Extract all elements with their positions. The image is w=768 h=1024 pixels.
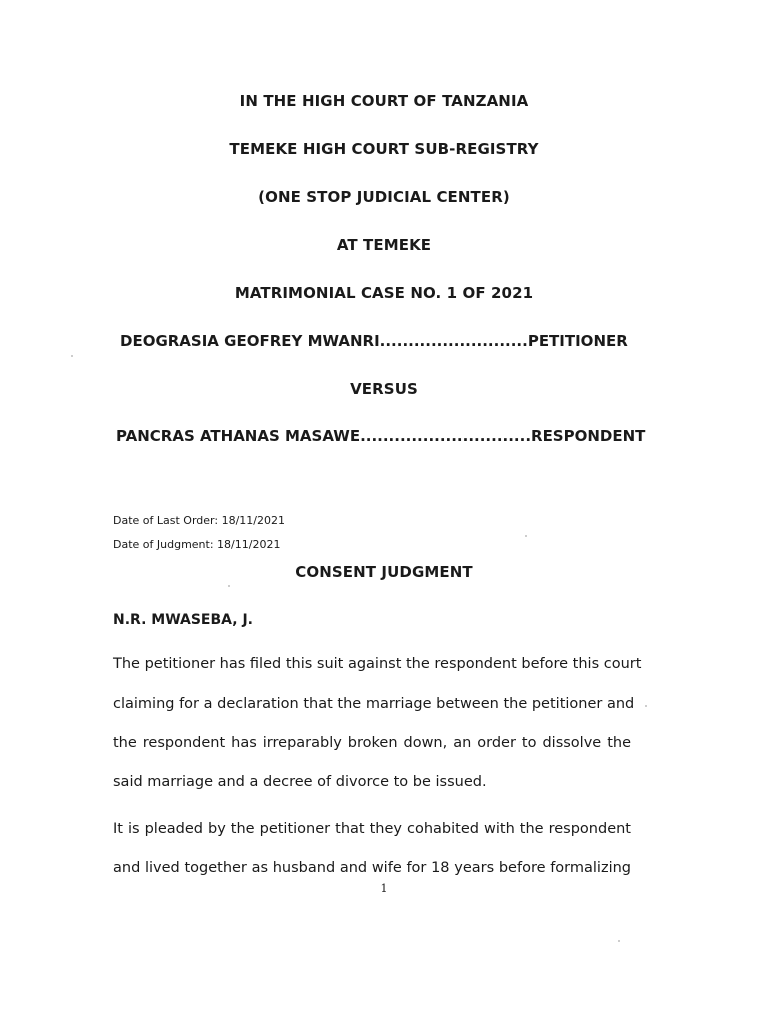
respondent-line: PANCRAS ATHANAS MASAWE..............................RESPONDENT	[116, 427, 646, 445]
paragraph-line: claiming for a declaration that the marriage between the petitioner and	[113, 696, 635, 712]
page-number: 1	[380, 882, 388, 895]
paragraph-line: It is pleaded by the petitioner that they cohabited with the respondent	[113, 821, 631, 837]
judge-name: N.R. MWASEBA, J.	[113, 612, 253, 628]
versus-label: VERSUS	[350, 380, 418, 398]
judgment-title: CONSENT JUDGMENT	[295, 563, 473, 581]
scan-speck	[618, 940, 620, 942]
location-heading: AT TEMEKE	[336, 236, 432, 254]
date-of-judgment: Date of Judgment: 18/11/2021	[113, 538, 281, 551]
case-number-heading: MATRIMONIAL CASE NO. 1 OF 2021	[234, 284, 534, 302]
petitioner-line: DEOGRASIA GEOFREY MWANRI..........................PETITIONER	[120, 332, 628, 350]
paragraph-line: and lived together as husband and wife for 18 years before formalizing	[113, 860, 631, 876]
scan-speck	[228, 585, 230, 587]
court-heading: IN THE HIGH COURT OF TANZANIA	[239, 92, 529, 110]
scan-speck	[525, 535, 527, 537]
paragraph-line: the respondent has irreparably broken down, an order to dissolve the	[113, 735, 631, 751]
date-of-last-order: Date of Last Order: 18/11/2021	[113, 514, 285, 527]
scan-speck	[71, 355, 73, 357]
paragraph-line: The petitioner has filed this suit against the respondent before this court	[113, 656, 642, 672]
registry-heading: TEMEKE HIGH COURT SUB-REGISTRY	[229, 140, 539, 158]
scan-speck	[645, 705, 647, 707]
paragraph-line: said marriage and a decree of divorce to be issued.	[113, 774, 487, 790]
center-heading: (ONE STOP JUDICIAL CENTER)	[258, 188, 510, 206]
